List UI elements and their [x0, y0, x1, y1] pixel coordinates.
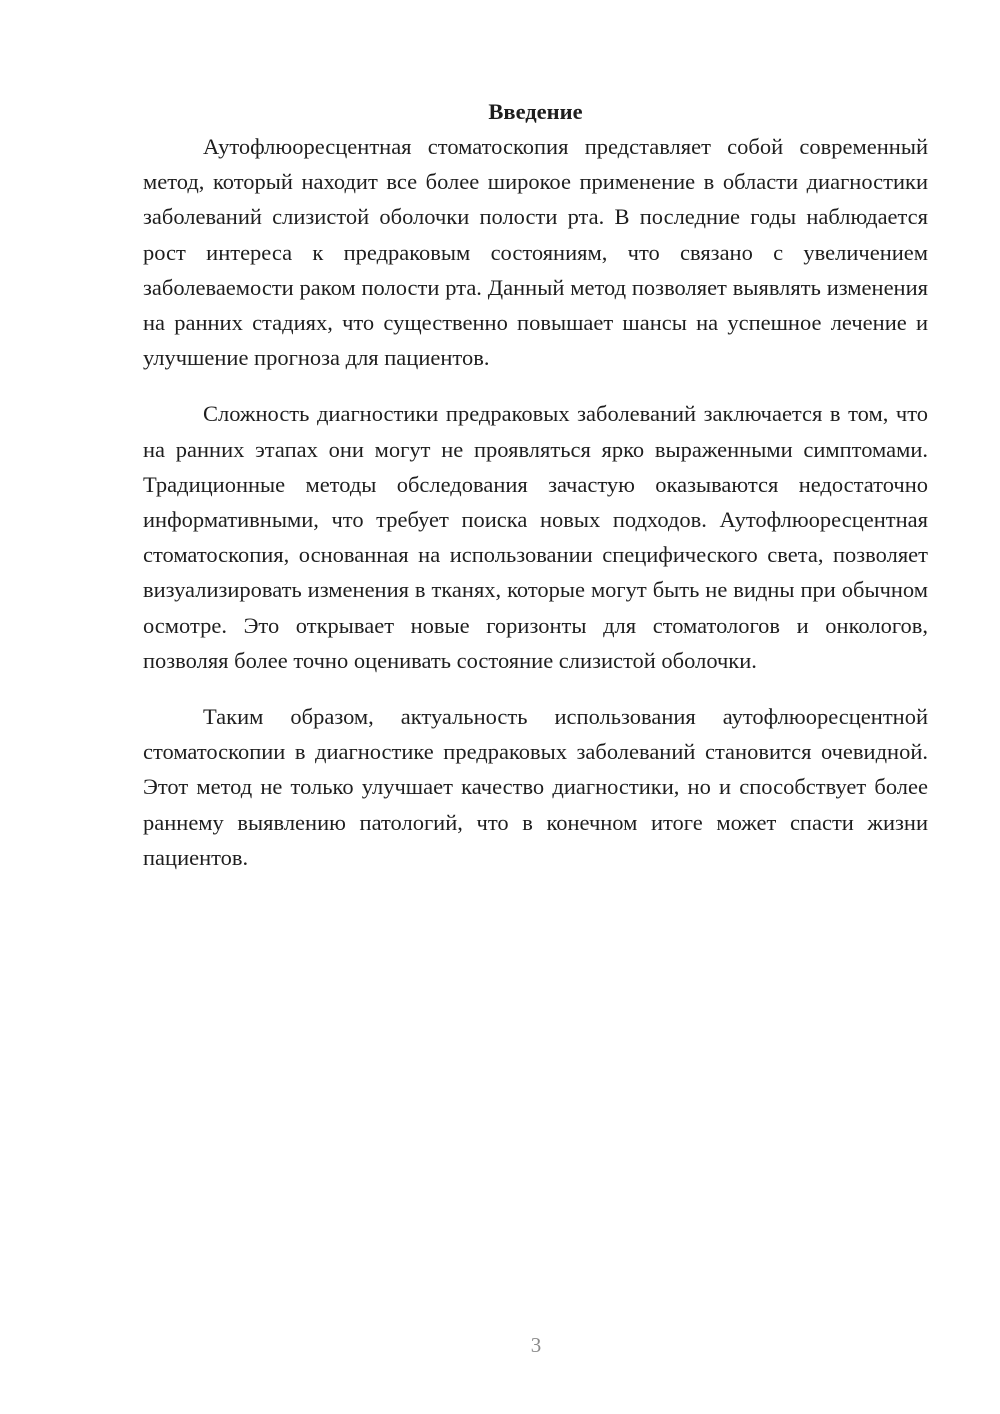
paragraph-1: Аутофлюоресцентная стоматоскопия представляет собой современный метод, который находит все более широкое применение в области диагностики заболеваний слизистой оболочки полости рта. В последние годы наблюдается рост интереса к предраковым состояниям, что связано с увеличением заболеваемости раком полости рта. Данный метод позволяет выявлять изменения на ранних стадиях, что существенно повышает шансы на успешное лечение и улучшение прогноза для пациентов. — [143, 134, 928, 371]
section-heading: Введение — [488, 99, 583, 124]
paragraph-2: Сложность диагностики предраковых заболеваний заключается в том, что на ранних этапах они могут не проявляться ярко выраженными симптомами. Традиционные методы обследования зачастую оказываются недостаточно информативными, что требует поиска новых подходов. Аутофлюоресцентная стоматоскопия, основанная на использовании специфического света, позволяет визуализировать изменения в тканях, которые могут быть не видны при обычном осмотре. Это открывает новые горизонты для стоматологов и онкологов, позволяя более точно оценивать состояние слизистой оболочки. — [143, 401, 928, 673]
page-number: 3 — [530, 1333, 542, 1357]
page-content — [143, 94, 928, 875]
paragraph-3: Таким образом, актуальность использования аутофлюоресцентной стоматоскопии в диагностике предраковых заболеваний становится очевидной. Этот метод не только улучшает качество диагностики, но и способствует более раннему выявлению патологий, что в конечном итоге может спасти жизни пациентов. — [143, 704, 928, 870]
